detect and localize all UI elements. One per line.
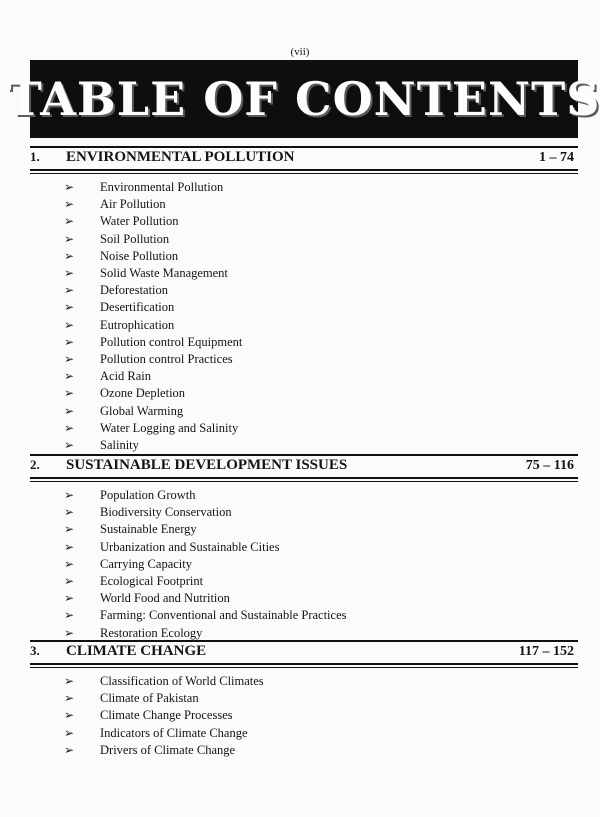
topic-list bbox=[30, 673, 578, 759]
topic-item[interactable] bbox=[30, 282, 578, 299]
divider bbox=[30, 481, 578, 482]
arrow-bullet-icon: ➢ bbox=[64, 180, 75, 195]
topic-item[interactable] bbox=[30, 420, 578, 437]
topic-label: Deforestation bbox=[100, 283, 169, 298]
arrow-bullet-icon: ➢ bbox=[64, 403, 75, 418]
section-header[interactable] bbox=[30, 148, 578, 169]
topic-label: Global Warming bbox=[100, 403, 184, 418]
topic-item[interactable] bbox=[30, 590, 578, 607]
divider bbox=[30, 477, 578, 479]
section-title: ENVIRONMENTAL POLLUTION bbox=[66, 149, 295, 165]
section-page-range: 75 – 116 bbox=[525, 458, 574, 473]
toc-section bbox=[30, 640, 578, 759]
arrow-bullet-icon: ➢ bbox=[64, 300, 75, 315]
topic-item[interactable] bbox=[30, 707, 578, 724]
topic-label: Pollution control Practices bbox=[100, 351, 233, 366]
topic-label: Sustainable Energy bbox=[100, 522, 197, 537]
topic-label: Eutrophication bbox=[100, 317, 175, 332]
title-banner bbox=[7, 60, 600, 138]
topic-label: Pollution control Equipment bbox=[100, 334, 243, 349]
topic-item[interactable] bbox=[30, 334, 578, 351]
topic-label: Air Pollution bbox=[100, 197, 166, 212]
topic-label: Climate Change Processes bbox=[100, 708, 233, 723]
section-header[interactable] bbox=[30, 456, 578, 477]
topic-item[interactable] bbox=[30, 196, 578, 213]
page-number: (vii) bbox=[290, 46, 310, 58]
section-page-range: 1 – 74 bbox=[539, 150, 574, 165]
topic-item[interactable] bbox=[30, 385, 578, 402]
topic-item[interactable] bbox=[30, 437, 578, 454]
topic-label: Classification of World Climates bbox=[100, 674, 264, 689]
topic-label: Salinity bbox=[100, 437, 139, 452]
arrow-bullet-icon: ➢ bbox=[64, 539, 75, 554]
arrow-bullet-icon: ➢ bbox=[64, 674, 75, 689]
topic-label: Water Logging and Salinity bbox=[100, 420, 239, 435]
topic-label: Desertification bbox=[100, 300, 175, 315]
arrow-bullet-icon: ➢ bbox=[64, 522, 75, 537]
arrow-bullet-icon: ➢ bbox=[64, 420, 75, 435]
divider bbox=[30, 663, 578, 665]
topic-item[interactable] bbox=[30, 402, 578, 419]
topic-item[interactable] bbox=[30, 556, 578, 573]
arrow-bullet-icon: ➢ bbox=[64, 283, 75, 298]
topic-item[interactable] bbox=[30, 248, 578, 265]
topic-label: Drivers of Climate Change bbox=[100, 742, 236, 757]
topic-label: Biodiversity Conservation bbox=[100, 505, 232, 520]
topic-item[interactable] bbox=[30, 504, 578, 521]
section-number: 2. bbox=[30, 457, 40, 472]
toc-section bbox=[30, 454, 578, 642]
topic-item[interactable] bbox=[30, 299, 578, 316]
page-title: TABLE OF CONTENTS bbox=[7, 72, 600, 126]
section-header[interactable] bbox=[30, 642, 578, 663]
topic-label: Ozone Depletion bbox=[100, 386, 186, 401]
arrow-bullet-icon: ➢ bbox=[64, 248, 75, 263]
arrow-bullet-icon: ➢ bbox=[64, 591, 75, 606]
topic-label: Water Pollution bbox=[100, 214, 179, 229]
section-number: 1. bbox=[30, 149, 40, 164]
topic-label: Environmental Pollution bbox=[100, 180, 224, 195]
topic-item[interactable] bbox=[30, 607, 578, 624]
arrow-bullet-icon: ➢ bbox=[64, 351, 75, 366]
arrow-bullet-icon: ➢ bbox=[64, 437, 75, 452]
topic-list bbox=[30, 487, 578, 642]
topic-label: Urbanization and Sustainable Cities bbox=[100, 539, 280, 554]
topic-label: Carrying Capacity bbox=[100, 556, 192, 571]
topic-label: Acid Rain bbox=[100, 369, 152, 384]
divider bbox=[30, 169, 578, 171]
section-title: CLIMATE CHANGE bbox=[66, 643, 207, 659]
arrow-bullet-icon: ➢ bbox=[64, 708, 75, 723]
arrow-bullet-icon: ➢ bbox=[64, 691, 75, 706]
arrow-bullet-icon: ➢ bbox=[64, 266, 75, 281]
topic-item[interactable] bbox=[30, 539, 578, 556]
arrow-bullet-icon: ➢ bbox=[64, 369, 75, 384]
topic-label: Population Growth bbox=[100, 488, 196, 503]
arrow-bullet-icon: ➢ bbox=[64, 556, 75, 571]
arrow-bullet-icon: ➢ bbox=[64, 231, 75, 246]
arrow-bullet-icon: ➢ bbox=[64, 334, 75, 349]
topic-label: Indicators of Climate Change bbox=[100, 725, 248, 740]
topic-item[interactable] bbox=[30, 725, 578, 742]
topic-item[interactable] bbox=[30, 742, 578, 759]
arrow-bullet-icon: ➢ bbox=[64, 625, 75, 640]
topic-item[interactable] bbox=[30, 351, 578, 368]
topic-label: Ecological Footprint bbox=[100, 574, 204, 589]
arrow-bullet-icon: ➢ bbox=[64, 505, 75, 520]
arrow-bullet-icon: ➢ bbox=[64, 317, 75, 332]
topic-item[interactable] bbox=[30, 573, 578, 590]
topic-label: Solid Waste Management bbox=[100, 266, 228, 281]
arrow-bullet-icon: ➢ bbox=[64, 574, 75, 589]
topic-item[interactable] bbox=[30, 368, 578, 385]
topic-item[interactable] bbox=[30, 673, 578, 690]
section-page-range: 117 – 152 bbox=[518, 644, 574, 659]
arrow-bullet-icon: ➢ bbox=[64, 725, 75, 740]
topic-item[interactable] bbox=[30, 690, 578, 707]
arrow-bullet-icon: ➢ bbox=[64, 608, 75, 623]
topic-label: Restoration Ecology bbox=[100, 625, 203, 640]
topic-item[interactable] bbox=[30, 487, 578, 504]
topic-list bbox=[30, 179, 578, 454]
divider bbox=[30, 667, 578, 668]
divider bbox=[30, 173, 578, 174]
topic-item[interactable] bbox=[30, 179, 578, 196]
topic-item[interactable] bbox=[30, 213, 578, 230]
topic-label: Farming: Conventional and Sustainable Practices bbox=[100, 608, 347, 623]
topic-label: Noise Pollution bbox=[100, 248, 179, 263]
topic-item[interactable] bbox=[30, 317, 578, 334]
toc-section bbox=[30, 146, 578, 454]
topic-label: Soil Pollution bbox=[100, 231, 170, 246]
arrow-bullet-icon: ➢ bbox=[64, 214, 75, 229]
section-number: 3. bbox=[30, 643, 40, 658]
section-title: SUSTAINABLE DEVELOPMENT ISSUES bbox=[66, 457, 348, 473]
topic-item[interactable] bbox=[30, 265, 578, 282]
arrow-bullet-icon: ➢ bbox=[64, 742, 75, 757]
arrow-bullet-icon: ➢ bbox=[64, 197, 75, 212]
topic-item[interactable] bbox=[30, 521, 578, 538]
topic-label: World Food and Nutrition bbox=[100, 591, 230, 606]
topic-label: Climate of Pakistan bbox=[100, 691, 199, 706]
topic-item[interactable] bbox=[30, 231, 578, 248]
arrow-bullet-icon: ➢ bbox=[64, 488, 75, 503]
arrow-bullet-icon: ➢ bbox=[64, 386, 75, 401]
